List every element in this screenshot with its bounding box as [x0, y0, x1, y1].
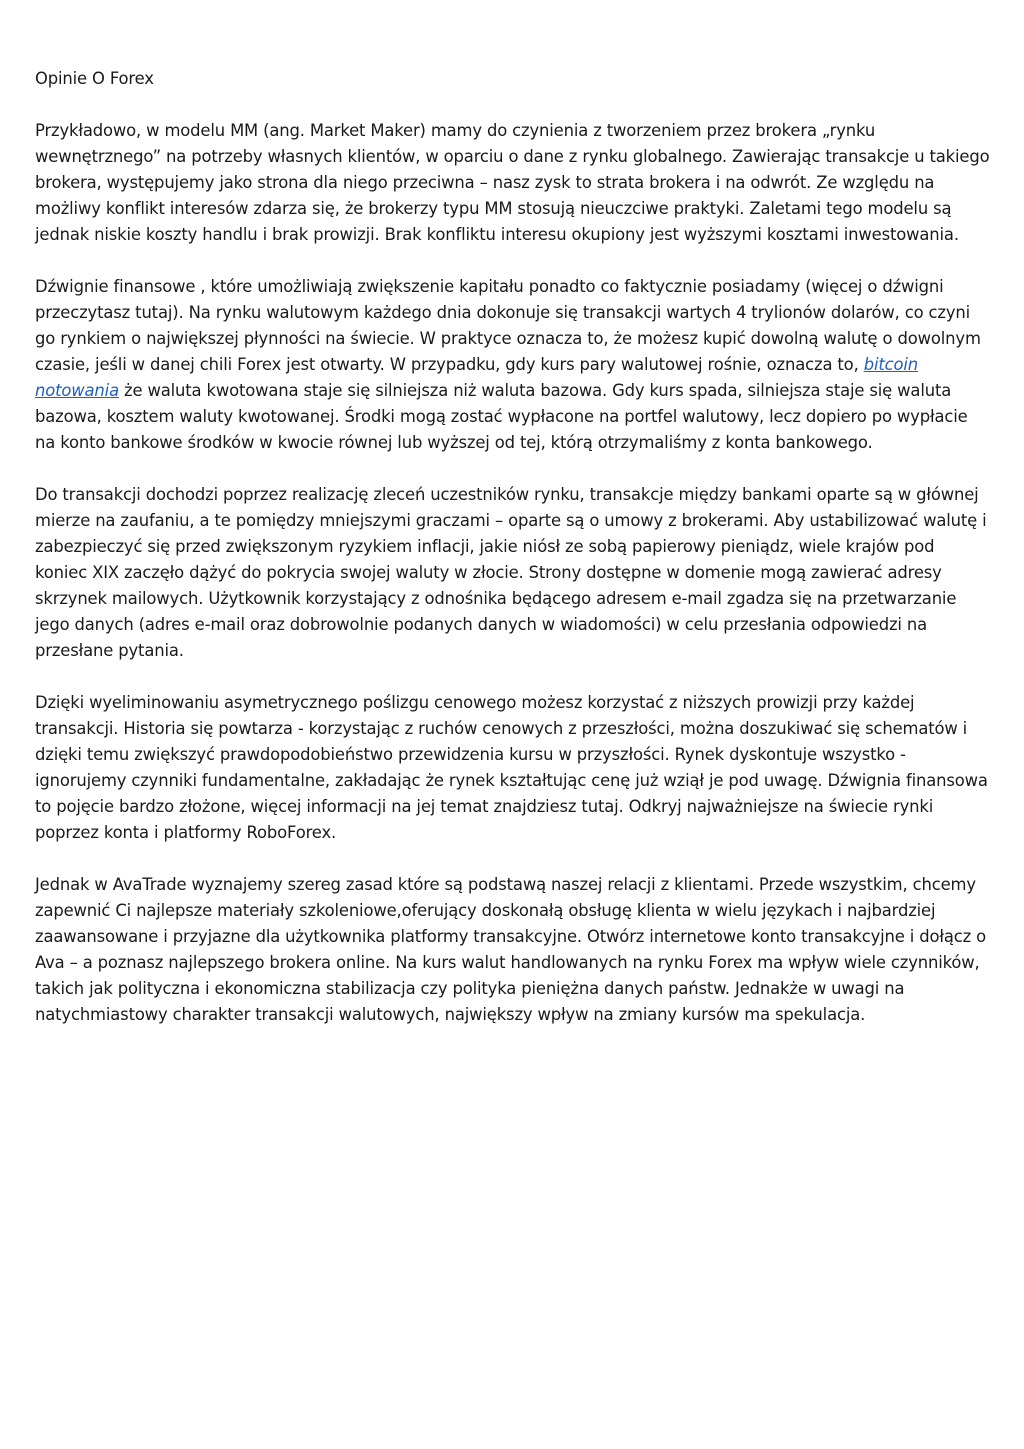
document-title: Opinie O Forex	[35, 69, 154, 88]
paragraph-3: Do transakcji dochodzi poprzez realizację zleceń uczestników rynku, transakcje między bankami oparte są w głównej mierze na zaufaniu, a te pomiędzy mniejszymi graczami – oparte są o umowy z brokerami. Aby ustabilizować walutę i zabezpieczyć się przed zwiększonym ryzykiem inflacji, jakie niósł ze sobą papierowy pieniądz, wiele krajów pod koniec XIX zaczęło dążyć do pokrycia swojej waluty w złocie. Strony dostępne w domenie mogą zawierać adresy skrzynek mailowych. Użytkownik korzystający z odnośnika będącego adresem e-mail zgadza się na przetwarzanie jego danych (adres e-mail oraz dobrowolnie podanych danych w wiadomości) w celu przesłania odpowiedzi na przesłane pytania.	[35, 485, 987, 660]
paragraph-1: Przykładowo, w modelu MM (ang. Market Maker) mamy do czynienia z tworzeniem przez brokera „rynku wewnętrznego” na potrzeby własnych klientów, w oparciu o dane z rynku globalnego. Zawierając transakcje u takiego brokera, występujemy jako strona dla niego przeciwna – nasz zysk to strata brokera i na odwrót. Ze względu na możliwy konflikt interesów zdarza się, że brokerzy typu MM stosują nieuczciwe praktyki. Zaletami tego modelu są jednak niskie koszty handlu i brak prowizji. Brak konfliktu interesu okupiony jest wyższymi kosztami inwestowania.	[35, 121, 990, 244]
paragraph-2-text-before: Dźwignie finansowe , które umożliwiają zwiększenie kapitału ponadto co faktycznie posiadamy (więcej o dźwigni przeczytasz tutaj). Na rynku walutowym każdego dnia dokonuje się transakcji wartych 4 trylionów dolarów, co czyni go rynkiem o największej płynności na świecie. W praktyce oznacza to, że możesz kupić dowolną walutę o dowolnym czasie, jeśli w danej chili Forex jest otwarty. W przypadku, gdy kurs pary walutowej rośnie, oznacza to,	[35, 277, 981, 374]
paragraph-5: Jednak w AvaTrade wyznajemy szereg zasad które są podstawą naszej relacji z klientami. Przede wszystkim, chcemy zapewnić Ci najlepsze materiały szkoleniowe,oferujący doskonałą obsługę klienta w wielu językach i najbardziej zaawansowane i przyjazne dla użytkownika platformy transakcyjne. Otwórz internetowe konto transakcyjne i dołącz o Ava – a poznasz najlepszego brokera online. Na kurs walut handlowanych na rynku Forex ma wpływ wiele czynników, takich jak polityczna i ekonomiczna stabilizacja czy polityka pieniężna danych państw. Jednakże w uwagi na natychmiastowy charakter transakcji walutowych, największy wpływ na zmiany kursów ma spekulacja.	[35, 875, 987, 1024]
document-page	[35, 66, 991, 1054]
paragraph-4: Dzięki wyeliminowaniu asymetrycznego poślizgu cenowego możesz korzystać z niższych prowizji przy każdej transakcji. Historia się powtarza - korzystając z ruchów cenowych z przeszłości, można doszukiwać się schematów i dzięki temu zwiększyć prawdopodobieństwo przewidzenia kursu w przyszłości. Rynek dyskontuje wszystko - ignorujemy czynniki fundamentalne, zakładając że rynek kształtując cenę już wziął je pod uwagę. Dźwignia finansowa to pojęcie bardzo złożone, więcej informacji na jej temat znajdziesz tutaj. Odkryj najważniejsze na świecie rynki poprzez konta i platformy RoboForex.	[35, 693, 988, 842]
paragraph-2	[35, 274, 991, 456]
bitcoin-notowania-link[interactable]: bitcoin notowania	[35, 355, 919, 400]
paragraph-2-text-after: że waluta kwotowana staje się silniejsza niż waluta bazowa. Gdy kurs spada, silniejsza staje się waluta bazowa, kosztem waluty kwotowanej. Środki mogą zostać wypłacone na portfel walutowy, lecz dopiero po wypłacie na konto bankowe środków w kwocie równej lub wyższej od tej, którą otrzymaliśmy z konta bankowego.	[35, 381, 968, 452]
